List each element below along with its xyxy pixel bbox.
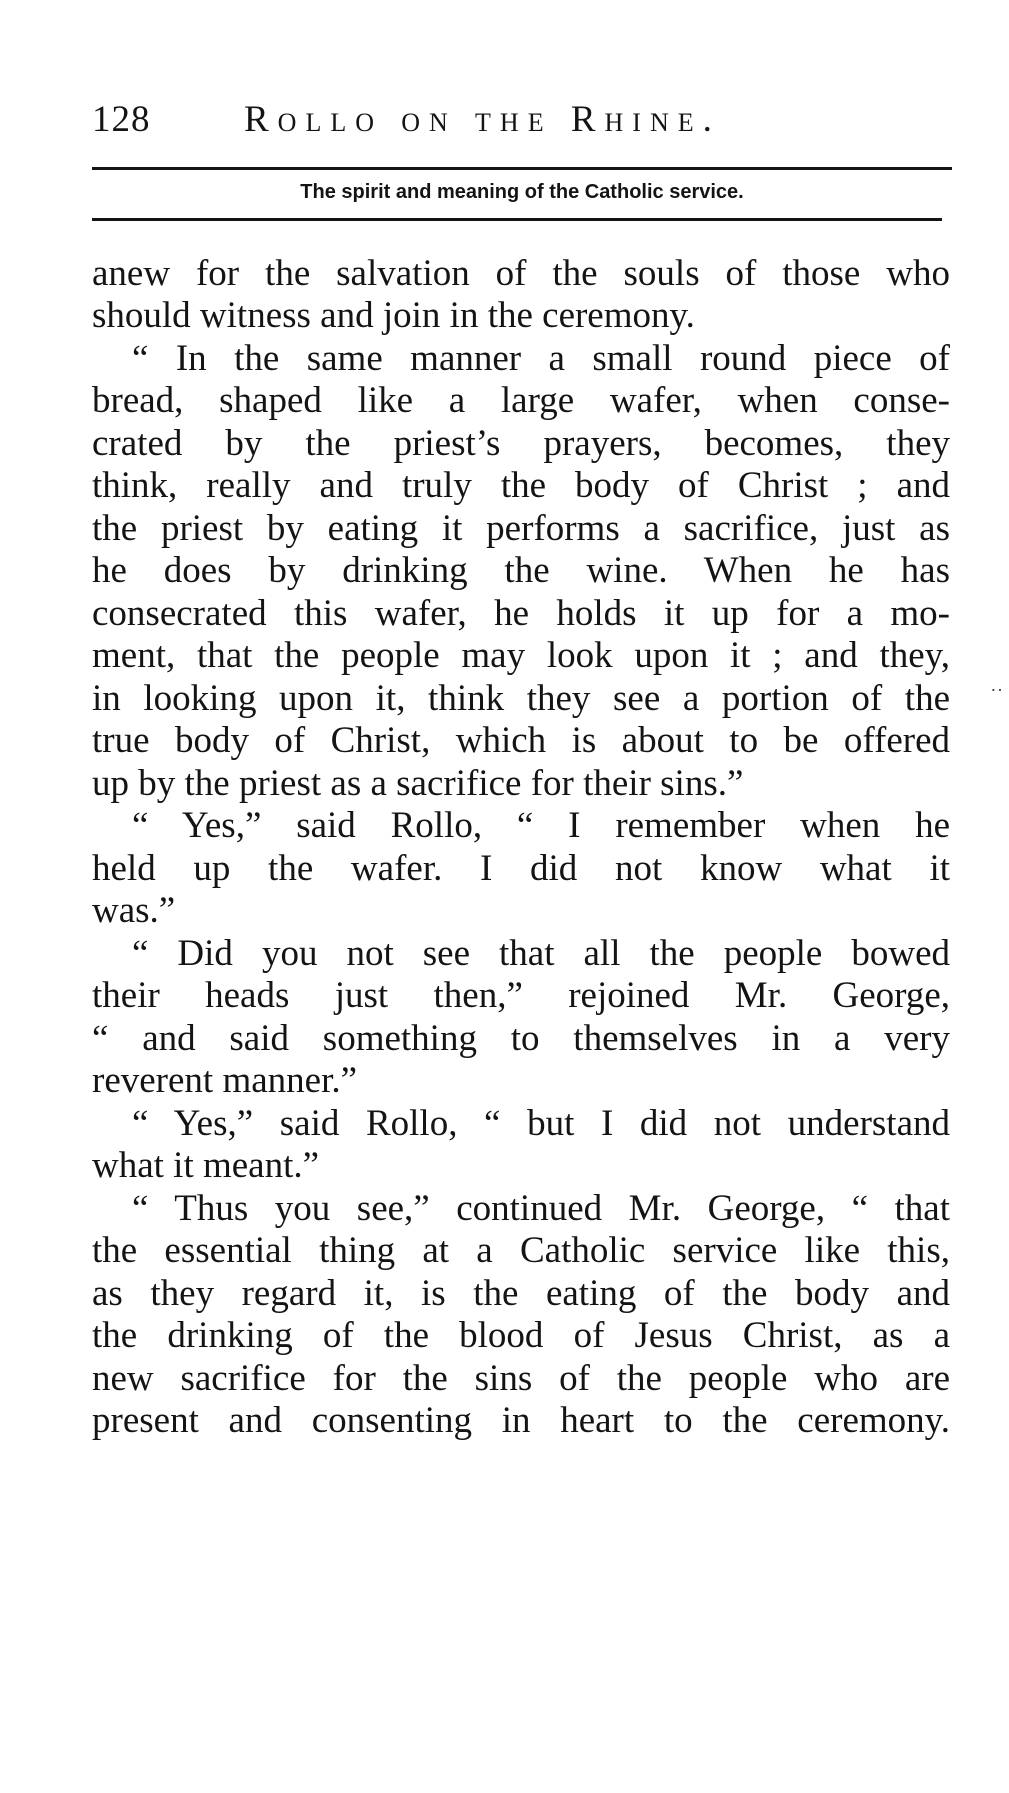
text-line: “ In the same manner a small round piece of [132, 338, 950, 379]
chapter-subheading: The spirit and meaning of the Catholic service. [300, 181, 744, 203]
text-line: true body of Christ, which is about to be offered [92, 720, 950, 761]
text-line: “ and said something to themselves in a very [92, 1018, 950, 1059]
text-line: new sacrifice for the sins of the people who are [92, 1358, 950, 1399]
text-line: should witness and join in the ceremony. [92, 295, 695, 336]
text-line: “ Yes,” said Rollo, “ I remember when he [132, 805, 950, 846]
text-line: as they regard it, is the eating of the body and [92, 1273, 950, 1314]
text-line: “ Yes,” said Rollo, “ but I did not understand [132, 1103, 950, 1144]
running-head [92, 98, 952, 148]
header-rule-bottom [92, 218, 942, 221]
margin-speck: ˙˙ [990, 685, 1004, 707]
text-line: in looking upon it, think they see a portion of the [92, 678, 950, 719]
text-line: the priest by eating it performs a sacrifice, just as [92, 508, 950, 549]
text-line: anew for the salvation of the souls of those who [92, 253, 950, 294]
text-line: “ Thus you see,” continued Mr. George, “ that [132, 1188, 950, 1229]
text-line: reverent manner.” [92, 1060, 358, 1101]
text-line: the drinking of the blood of Jesus Christ, as a [92, 1315, 950, 1356]
text-line: think, really and truly the body of Christ ; and [92, 465, 950, 506]
text-line: what it meant.” [92, 1145, 320, 1186]
text-line: crated by the priest’s prayers, becomes, they [92, 423, 950, 464]
text-line: held up the wafer. I did not know what it [92, 848, 950, 889]
text-line: was.” [92, 890, 176, 931]
page-number: 128 [92, 99, 151, 140]
text-line: he does by drinking the wine. When he has [92, 550, 950, 591]
header-rule-top [92, 167, 952, 170]
text-line: their heads just then,” rejoined Mr. George, [92, 975, 950, 1016]
text-line: the essential thing at a Catholic service like this, [92, 1230, 950, 1271]
text-line: ment, that the people may look upon it ; and they, [92, 635, 950, 676]
text-line: consecrated this wafer, he holds it up for a mo- [92, 593, 950, 634]
text-line: “ Did you not see that all the people bowed [132, 933, 950, 974]
text-line: bread, shaped like a large wafer, when conse- [92, 380, 950, 421]
text-line: up by the priest as a sacrifice for their sins.” [92, 763, 744, 804]
book-title: Rollo on the Rhine. [244, 99, 721, 140]
text-line: present and consenting in heart to the ceremony. [92, 1400, 950, 1441]
